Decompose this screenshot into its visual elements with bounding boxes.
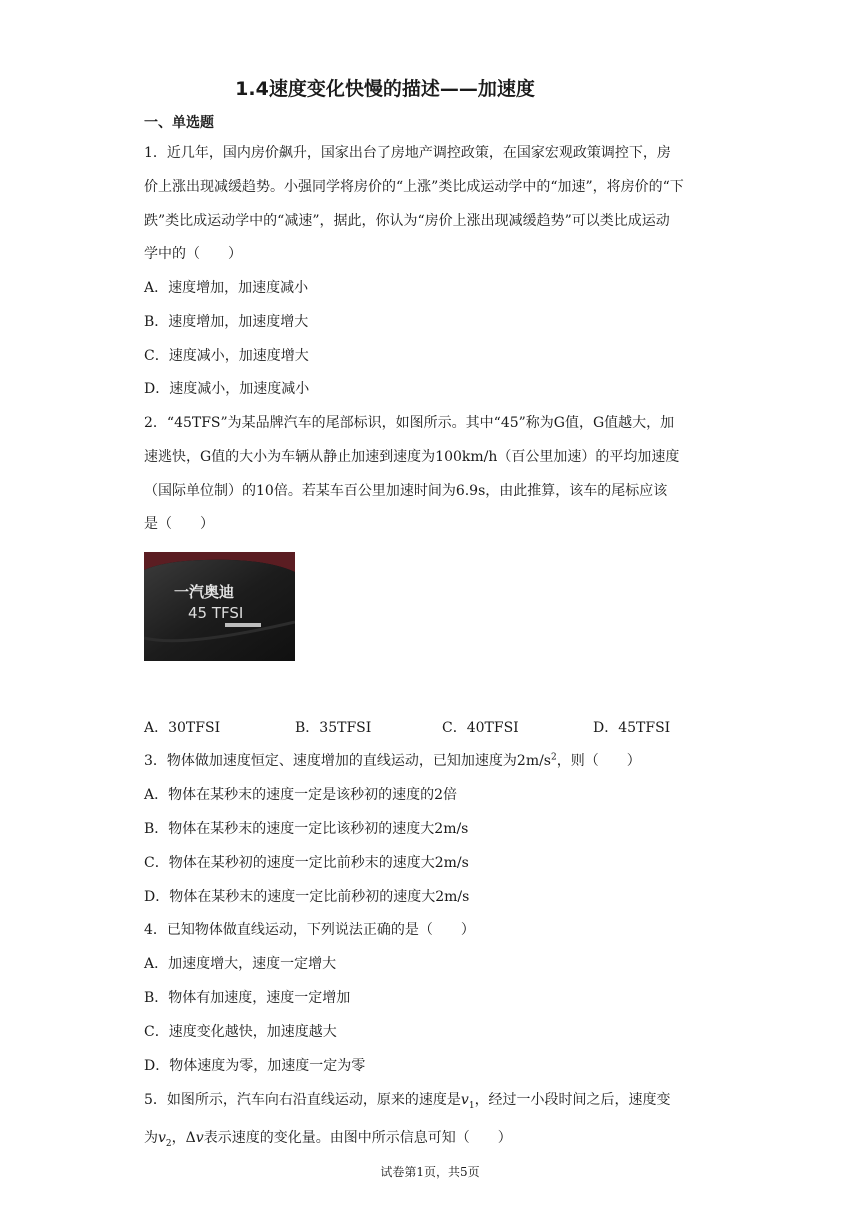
q2-option-a: A．30TFSI <box>144 720 221 736</box>
q1-line: 1．近几年，国内房价飙升，国家出台了房地产调控政策，在国家宏观政策调控下，房 <box>144 145 671 161</box>
page-footer: 试卷第1页，共5页 <box>380 1165 480 1179</box>
car-badge-photo <box>144 552 295 661</box>
q1-option-b: B．速度增加，加速度增大 <box>144 314 309 330</box>
q3-exponent: 2 <box>551 752 557 763</box>
q3-stem-tail: ，则（ ） <box>556 753 641 769</box>
q3-option-a: A．物体在某秒末的速度一定是该秒初的速度的2倍 <box>144 787 458 803</box>
q3-option-c: C．物体在某秒初的速度一定比前秒末的速度大2m/s <box>144 855 469 871</box>
q2-option-d: D．45TFSI <box>593 720 671 736</box>
q2-option-c: C．40TFSI <box>442 720 519 736</box>
photo-badge-text: 45 TFSI <box>188 604 244 622</box>
q5-var: v <box>158 1130 166 1146</box>
photo-brand-text: 一汽奥迪 <box>174 583 235 601</box>
q2-line: （国际单位制）的10倍。若某车百公里加速时间为6.9s，由此推算，该车的尾标应该 <box>144 483 668 499</box>
q5-line <box>144 1127 512 1149</box>
q5-text: 为 <box>144 1130 158 1146</box>
q4-option-a: A．加速度增大，速度一定增大 <box>144 956 337 972</box>
q1-line: 跌”类比成运动学中的“减速”，据此，你认为“房价上涨出现减缓趋势”可以类比成运动 <box>144 213 670 229</box>
q2-line: 速逃快，G值的大小为车辆从静止加速到速度为100km/h（百公里加速）的平均加速度 <box>144 449 680 465</box>
q1-option-a: A．速度增加，加速度减小 <box>144 280 309 296</box>
q4-stem: 4．已知物体做直线运动，下列说法正确的是（ ） <box>144 922 475 938</box>
q1-line: 学中的（ ） <box>144 246 242 262</box>
q5-text: ，经过一小段时间之后，速度变 <box>474 1092 671 1108</box>
q3-stem-text: 3．物体做加速度恒定、速度增加的直线运动，已知加速度为2m/s <box>144 753 551 769</box>
q5-text: ，Δ <box>171 1130 196 1146</box>
q4-option-d: D．物体速度为零，加速度一定为零 <box>144 1058 366 1074</box>
q2-option-b: B．35TFSI <box>295 720 372 736</box>
q2-line: 是（ ） <box>144 516 214 532</box>
q5-subscript: 1 <box>468 1100 475 1111</box>
section-heading: 一、单选题 <box>144 115 214 131</box>
q3-option-b: B．物体在某秒末的速度一定比该秒初的速度大2m/s <box>144 821 469 837</box>
q5-subscript: 2 <box>165 1138 172 1149</box>
q3-stem <box>144 750 641 770</box>
q5-line <box>144 1089 671 1111</box>
q1-line: 价上涨出现减缓趋势。小强同学将房价的“上涨”类比成运动学中的“加速”，将房价的“下 <box>144 179 684 195</box>
q2-line: 2．“45TFS”为某品牌汽车的尾部标识，如图所示。其中“45”称为G值，G值越大，加 <box>144 415 675 431</box>
q5-text: 表示速度的变化量。由图中所示信息可知（ ） <box>203 1130 512 1146</box>
page-title: 1.4速度变化快慢的描述——加速度 <box>235 78 535 100</box>
q1-option-d: D．速度减小，加速度减小 <box>144 381 310 397</box>
q5-text: 5．如图所示，汽车向右沿直线运动，原来的速度是 <box>144 1092 461 1108</box>
q5-var: v <box>195 1130 204 1146</box>
q4-option-c: C．速度变化越快，加速度越大 <box>144 1024 337 1040</box>
q1-option-c: C．速度减小，加速度增大 <box>144 348 309 364</box>
q3-option-d: D．物体在某秒末的速度一定比前秒初的速度大2m/s <box>144 889 470 905</box>
q5-var: v <box>460 1092 469 1108</box>
q4-option-b: B．物体有加速度，速度一定增加 <box>144 990 351 1006</box>
